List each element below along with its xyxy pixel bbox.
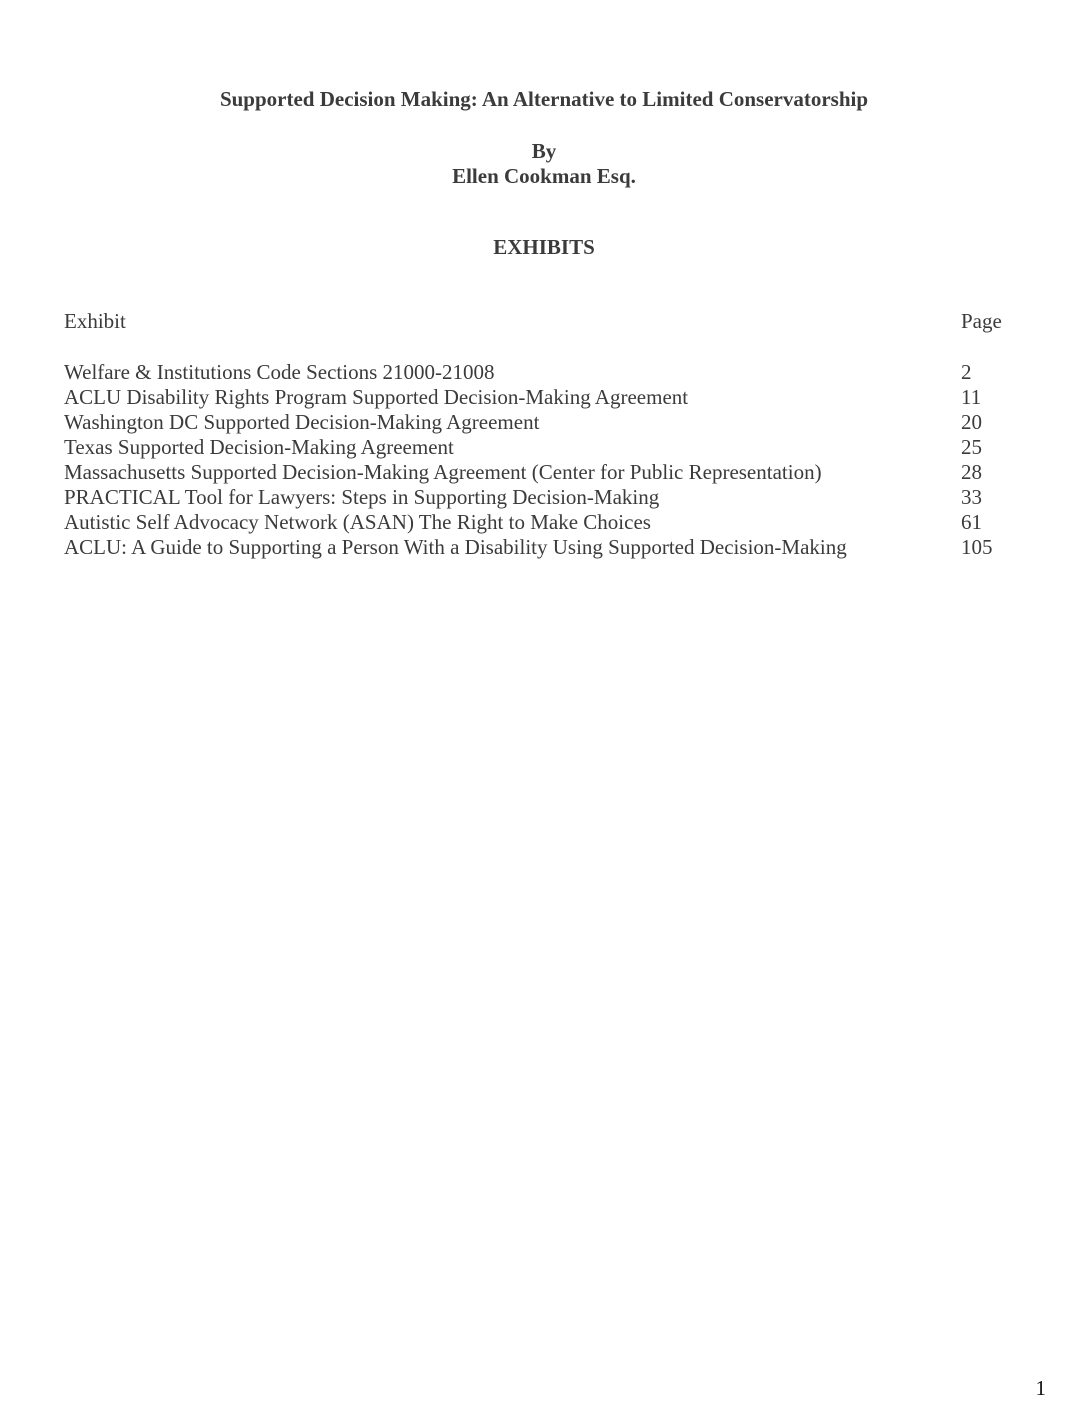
footer-page-number: 1 <box>1035 1376 1046 1400</box>
byline-block <box>0 139 1088 189</box>
exhibits-table <box>0 309 1088 560</box>
document-title: Supported Decision Making: An Alternative to Limited Conservatorship <box>219 87 869 111</box>
exhibit-page-number: 20 <box>961 410 982 434</box>
byline: By <box>531 139 557 163</box>
table-row <box>0 410 1088 435</box>
exhibit-page-number: 61 <box>961 510 982 534</box>
section-heading-exhibits: EXHIBITS <box>493 235 595 259</box>
table-header-page: Page <box>961 309 1002 333</box>
exhibit-title: PRACTICAL Tool for Lawyers: Steps in Supporting Decision-Making <box>64 485 660 509</box>
exhibit-title: Massachusetts Supported Decision-Making Agreement (Center for Public Representation) <box>64 460 822 484</box>
table-row <box>0 510 1088 535</box>
exhibit-page-number: 28 <box>961 460 982 484</box>
exhibit-page-number: 105 <box>961 535 993 559</box>
table-row <box>0 535 1088 560</box>
exhibit-title: ACLU: A Guide to Supporting a Person With a Disability Using Supported Decision-Making <box>64 535 847 559</box>
exhibit-title: Washington DC Supported Decision-Making Agreement <box>64 410 540 434</box>
table-header-row <box>0 309 1088 334</box>
exhibit-page-number: 25 <box>961 435 982 459</box>
exhibit-title: Texas Supported Decision-Making Agreement <box>64 435 454 459</box>
table-row <box>0 360 1088 385</box>
author-name: Ellen Cookman Esq. <box>452 164 636 188</box>
exhibit-title: Autistic Self Advocacy Network (ASAN) The Right to Make Choices <box>64 510 651 534</box>
exhibit-title: Welfare & Institutions Code Sections 21000-21008 <box>64 360 495 384</box>
exhibit-title: ACLU Disability Rights Program Supported Decision-Making Agreement <box>64 385 689 409</box>
exhibit-page-number: 2 <box>961 360 972 384</box>
table-row <box>0 460 1088 485</box>
table-row <box>0 385 1088 410</box>
exhibit-page-number: 11 <box>961 385 982 409</box>
table-row <box>0 485 1088 510</box>
exhibit-page-number: 33 <box>961 485 982 509</box>
table-row <box>0 435 1088 460</box>
table-header-exhibit: Exhibit <box>64 309 126 333</box>
